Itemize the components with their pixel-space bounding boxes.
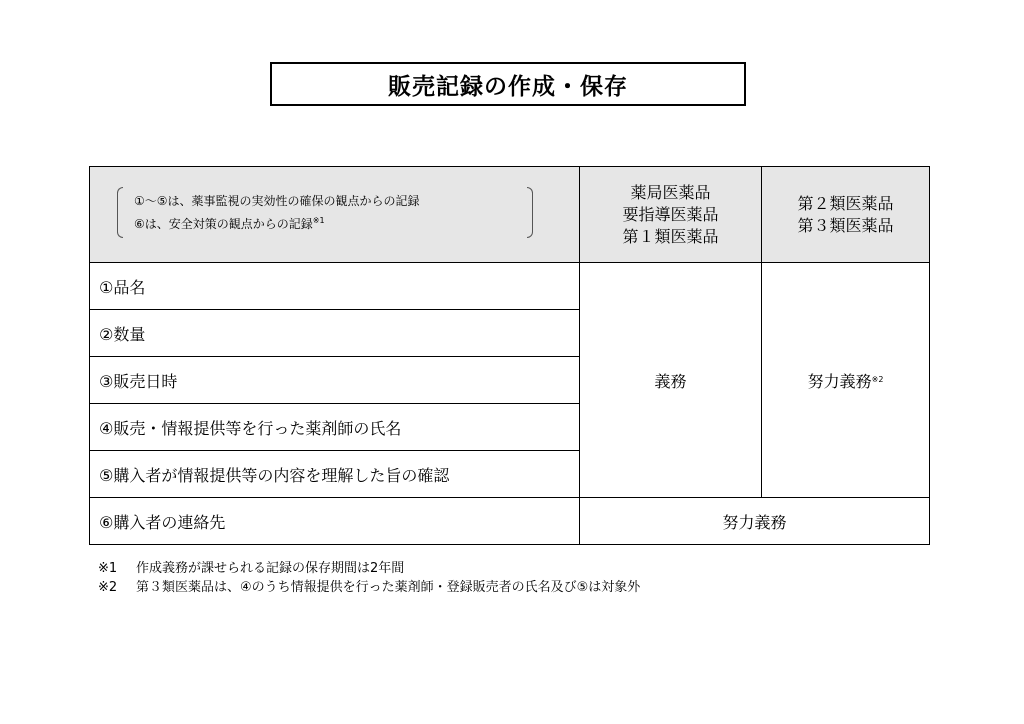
header-col1-line-3: 第１類医薬品	[622, 226, 719, 246]
footnote-2-text: 第３類医薬品は、④のうち情報提供を行った薬剤師・登録販売者の氏名及び⑤は対象外	[136, 580, 641, 595]
header-col1-line-2: 要指導医薬品	[622, 204, 719, 224]
header-row	[90, 167, 930, 263]
table-row	[90, 263, 930, 310]
row-label-buyer-contact: ⑥購入者の連絡先	[90, 498, 580, 545]
note-line-1: ①～⑤は、薬事監視の実効性の確保の観点からの記録	[134, 194, 420, 208]
note-1-superscript: ※1	[312, 216, 325, 225]
footnote-1-text: 作成義務が課せられる記録の保存期間は2年間	[136, 561, 405, 576]
header-col2-line-1: 第２類医薬品	[797, 193, 894, 213]
note-2-superscript: ※2	[871, 374, 884, 384]
left-bracket	[117, 187, 123, 238]
note-line-2	[134, 211, 325, 234]
note-line-2-text: ⑥は、安全対策の観点からの記録	[134, 217, 313, 231]
page-title: 販売記録の作成・保存	[270, 62, 746, 106]
footnote-1	[98, 559, 640, 578]
table-row	[90, 498, 930, 545]
row-label-quantity: ②数量	[90, 310, 580, 357]
row-label-sale-datetime: ③販売日時	[90, 357, 580, 404]
header-note-cell	[90, 167, 580, 263]
footnotes	[98, 559, 640, 597]
bracket-note	[117, 187, 533, 240]
footnote-2-mark: ※2	[98, 580, 118, 595]
footnote-2	[98, 578, 640, 597]
obligation-cell: 義務	[580, 263, 762, 498]
right-bracket	[527, 187, 533, 238]
header-col2	[762, 167, 930, 263]
buyer-contact-value: 努力義務	[580, 498, 930, 545]
header-col2-line-2: 第３類医薬品	[797, 215, 894, 235]
header-col1	[580, 167, 762, 263]
row-label-product-name: ①品名	[90, 263, 580, 310]
header-col1-line-1: 薬局医薬品	[630, 182, 711, 202]
effort-obligation-cell	[762, 263, 930, 498]
effort-obligation-text: 努力義務	[807, 371, 872, 391]
sales-record-table	[89, 166, 930, 545]
row-label-understanding-confirmation: ⑤購入者が情報提供等の内容を理解した旨の確認	[90, 451, 580, 498]
footnote-1-mark: ※1	[98, 561, 118, 576]
row-label-pharmacist-name: ④販売・情報提供等を行った薬剤師の氏名	[90, 404, 580, 451]
